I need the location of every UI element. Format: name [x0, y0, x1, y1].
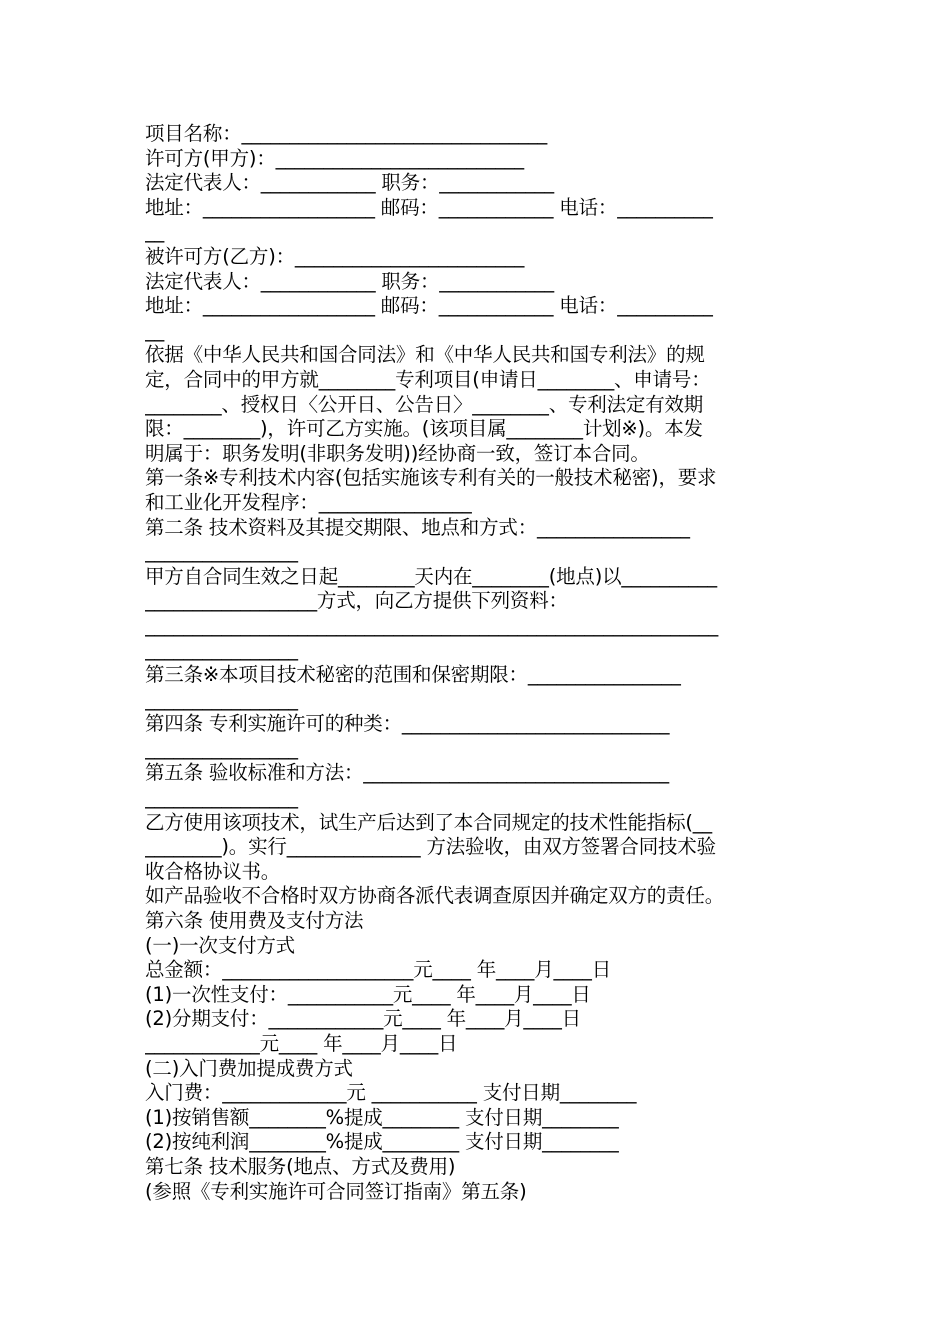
payment-line: 入门费：_____________元 ___________ 支付日期________: [145, 1081, 637, 1105]
contract-page: [145, 122, 810, 1204]
licensor-representative-line: 法定代表人：____________ 职务：____________: [145, 171, 554, 195]
article-2-body-line: 甲方自合同生效之日起________天内在________(地点)以__________: [145, 564, 717, 588]
payment-line: (2)分期支付：____________元____ 年____月____日: [145, 1007, 581, 1031]
preamble-line: 限：________)，许可乙方实施。(该项目属________计划※)。本发: [145, 417, 703, 441]
preamble-line: 明属于：职务发明(非职务发明))经协商一致，签订本合同。: [145, 441, 650, 465]
preamble-line: 依据《中华人民共和国合同法》和《中华人民共和国专利法》的规: [145, 343, 705, 367]
project-name-line: 项目名称：________________________________: [145, 122, 548, 145]
article-7-heading: 第七条 技术服务(地点、方式及费用): [145, 1154, 456, 1178]
licensee-address-continuation: __: [145, 318, 165, 342]
article-5-body-line: ________)。实行______________ 方法验收，由双方签署合同技术验: [145, 835, 716, 859]
payment-line: (1)按销售额________%提成________ 支付日期________: [145, 1105, 619, 1129]
article-1-line: 和工业化开发程序：________________: [145, 490, 472, 514]
article-5-line: ________________: [145, 786, 298, 810]
article-2-body-line: __________________方式，向乙方提供下列资料：: [145, 589, 568, 613]
article-5-body-line: 如产品验收不合格时双方协商各派代表调查原因并确定双方的责任。: [145, 884, 725, 908]
article-3-line: 第三条※本项目技术秘密的范围和保密期限：________________: [145, 663, 681, 687]
licensor-address-continuation: __: [145, 220, 165, 244]
payment-line: ____________元____ 年____月____日: [145, 1031, 458, 1055]
article-2-line: 第二条 技术资料及其提交期限、地点和方式：________________: [145, 515, 690, 539]
article-4-line: 第四条 专利实施许可的种类：____________________________: [145, 712, 670, 736]
payment-line: (1)一次性支付：___________元____ 年____月____日: [145, 982, 591, 1006]
payment-lump-sum-heading: (一)一次支付方式: [145, 933, 295, 957]
article-7-note: (参照《专利实施许可合同签订指南》第五条): [145, 1179, 527, 1203]
article-4-line: ________________: [145, 736, 298, 760]
licensee-address-line: 地址：__________________ 邮码：____________ 电话：__________: [145, 294, 713, 318]
payment-line: (2)按纯利润________%提成________ 支付日期________: [145, 1130, 619, 1154]
licensee-representative-line: 法定代表人：____________ 职务：____________: [145, 269, 554, 293]
payment-royalty-heading: (二)入门费加提成费方式: [145, 1056, 353, 1080]
article-2-body-line: ____________________________________________________________: [145, 613, 719, 637]
article-6-heading: 第六条 使用费及支付方法: [145, 909, 364, 932]
article-5-body-line: 收合格协议书。: [145, 859, 281, 883]
preamble-line: ________、授权日〈公开日、公告日〉________、专利法定有效期: [145, 392, 704, 416]
article-2-line: ________________: [145, 540, 298, 564]
article-5-body-line: 乙方使用该项技术，试生产后达到了本合同规定的技术性能指标(__: [145, 810, 712, 834]
preamble-line: 定，合同中的甲方就________专利项目(申请日________、申请号：: [145, 367, 711, 391]
licensor-address-line: 地址：__________________ 邮码：____________ 电话：__________: [145, 195, 713, 219]
article-2-body-line: ________________: [145, 638, 298, 662]
article-5-line: 第五条 验收标准和方法：________________________________: [145, 761, 669, 785]
article-1-line: 第一条※专利技术内容(包括实施该专利有关的一般技术秘密)，要求: [145, 466, 717, 490]
payment-line: 总金额：____________________元____ 年____月____日: [145, 958, 611, 982]
licensee-line: 被许可方(乙方)：________________________: [145, 244, 525, 268]
article-3-line: ________________: [145, 687, 298, 711]
licensor-line: 许可方(甲方)：__________________________: [145, 146, 524, 170]
